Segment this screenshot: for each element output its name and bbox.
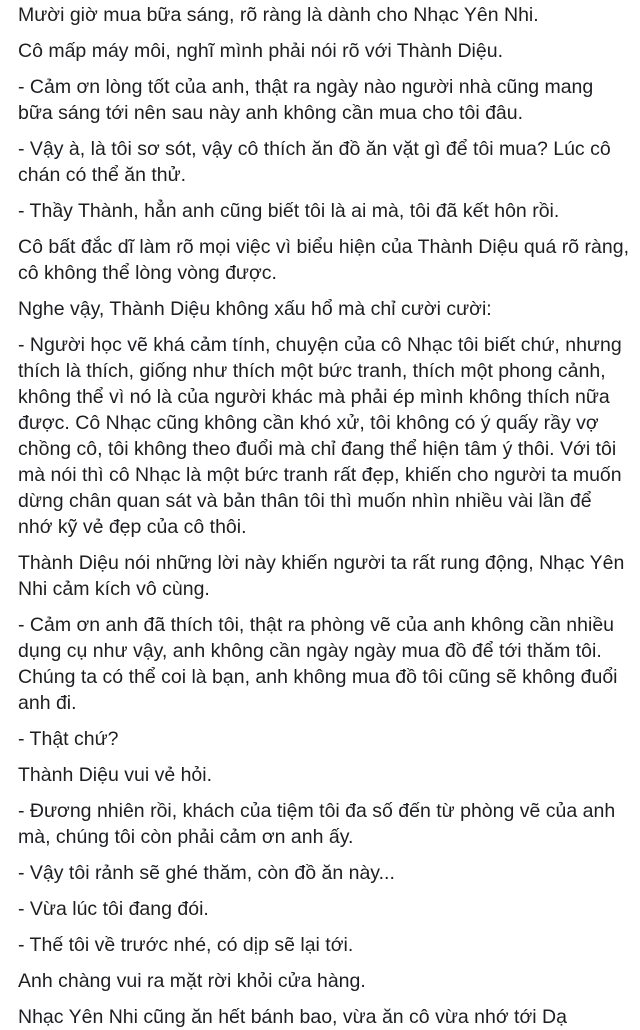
paragraph: - Người học vẽ khá cảm tính, chuyện của cô Nhạc tôi biết chứ, nhưng thích là thích, giống như thích một bức tranh, thích một phong cảnh, không thể vì nó là của người khác mà phải ép mình không thích nữa được. Cô Nhạc cũng không cần khó xử, tôi không có ý quấy rầy vợ chồng cô, tôi không theo đuổi mà chỉ đang thể hiện tâm ý thôi. Với tôi mà nói thì cô Nhạc là một bức tranh rất đẹp, khiến cho người ta muốn dừng chân quan sát và bản thân tôi thì muốn nhìn nhiều vài lần để nhớ kỹ vẻ đẹp của cô thôi. xyxy=(18,334,622,538)
paragraph: - Thầy Thành, hẳn anh cũng biết tôi là ai mà, tôi đã kết hôn rồi. xyxy=(18,200,560,222)
paragraph: Nghe vậy, Thành Diệu không xấu hổ mà chỉ cười cười: xyxy=(18,298,492,320)
paragraph: - Vừa lúc tôi đang đói. xyxy=(18,898,209,920)
paragraph: - Vậy tôi rảnh sẽ ghé thăm, còn đồ ăn này... xyxy=(18,862,395,884)
paragraph: - Thế tôi về trước nhé, có dịp sẽ lại tới. xyxy=(18,934,354,956)
paragraph: Cô mấp máy môi, nghĩ mình phải nói rõ với Thành Diệu. xyxy=(18,40,503,62)
paragraph: Mười giờ mua bữa sáng, rõ ràng là dành cho Nhạc Yên Nhi. xyxy=(18,4,539,26)
paragraph: - Thật chứ? xyxy=(18,728,119,750)
paragraph: Thành Diệu nói những lời này khiến người ta rất rung động, Nhạc Yên Nhi cảm kích vô cùng. xyxy=(18,552,625,600)
paragraph: Nhạc Yên Nhi cũng ăn hết bánh bao, vừa ăn cô vừa nhớ tới Dạ xyxy=(18,1006,567,1028)
paragraph: - Đương nhiên rồi, khách của tiệm tôi đa số đến từ phòng vẽ của anh mà, chúng tôi còn phải cảm ơn anh ấy. xyxy=(18,800,616,848)
paragraph: Anh chàng vui ra mặt rời khỏi cửa hàng. xyxy=(18,970,366,992)
paragraph: - Cảm ơn anh đã thích tôi, thật ra phòng vẽ của anh không cần nhiều dụng cụ như vậy, anh không cần ngày ngày mua đồ để tới thăm tôi. Chúng ta có thể coi là bạn, anh không mua đồ tôi cũng sẽ không đuổi anh đi. xyxy=(18,614,618,714)
paragraph: Cô bất đắc dĩ làm rõ mọi việc vì biểu hiện của Thành Diệu quá rõ ràng, cô không thể lòng vòng được. xyxy=(18,236,629,284)
paragraph: - Vậy à, là tôi sơ sót, vậy cô thích ăn đồ ăn vặt gì để tôi mua? Lúc cô chán có thể ăn thử. xyxy=(18,138,611,186)
paragraph: Thành Diệu vui vẻ hỏi. xyxy=(18,764,213,786)
paragraph: - Cảm ơn lòng tốt của anh, thật ra ngày nào người nhà cũng mang bữa sáng tới nên sau này anh không cần mua cho tôi đâu. xyxy=(18,76,594,124)
